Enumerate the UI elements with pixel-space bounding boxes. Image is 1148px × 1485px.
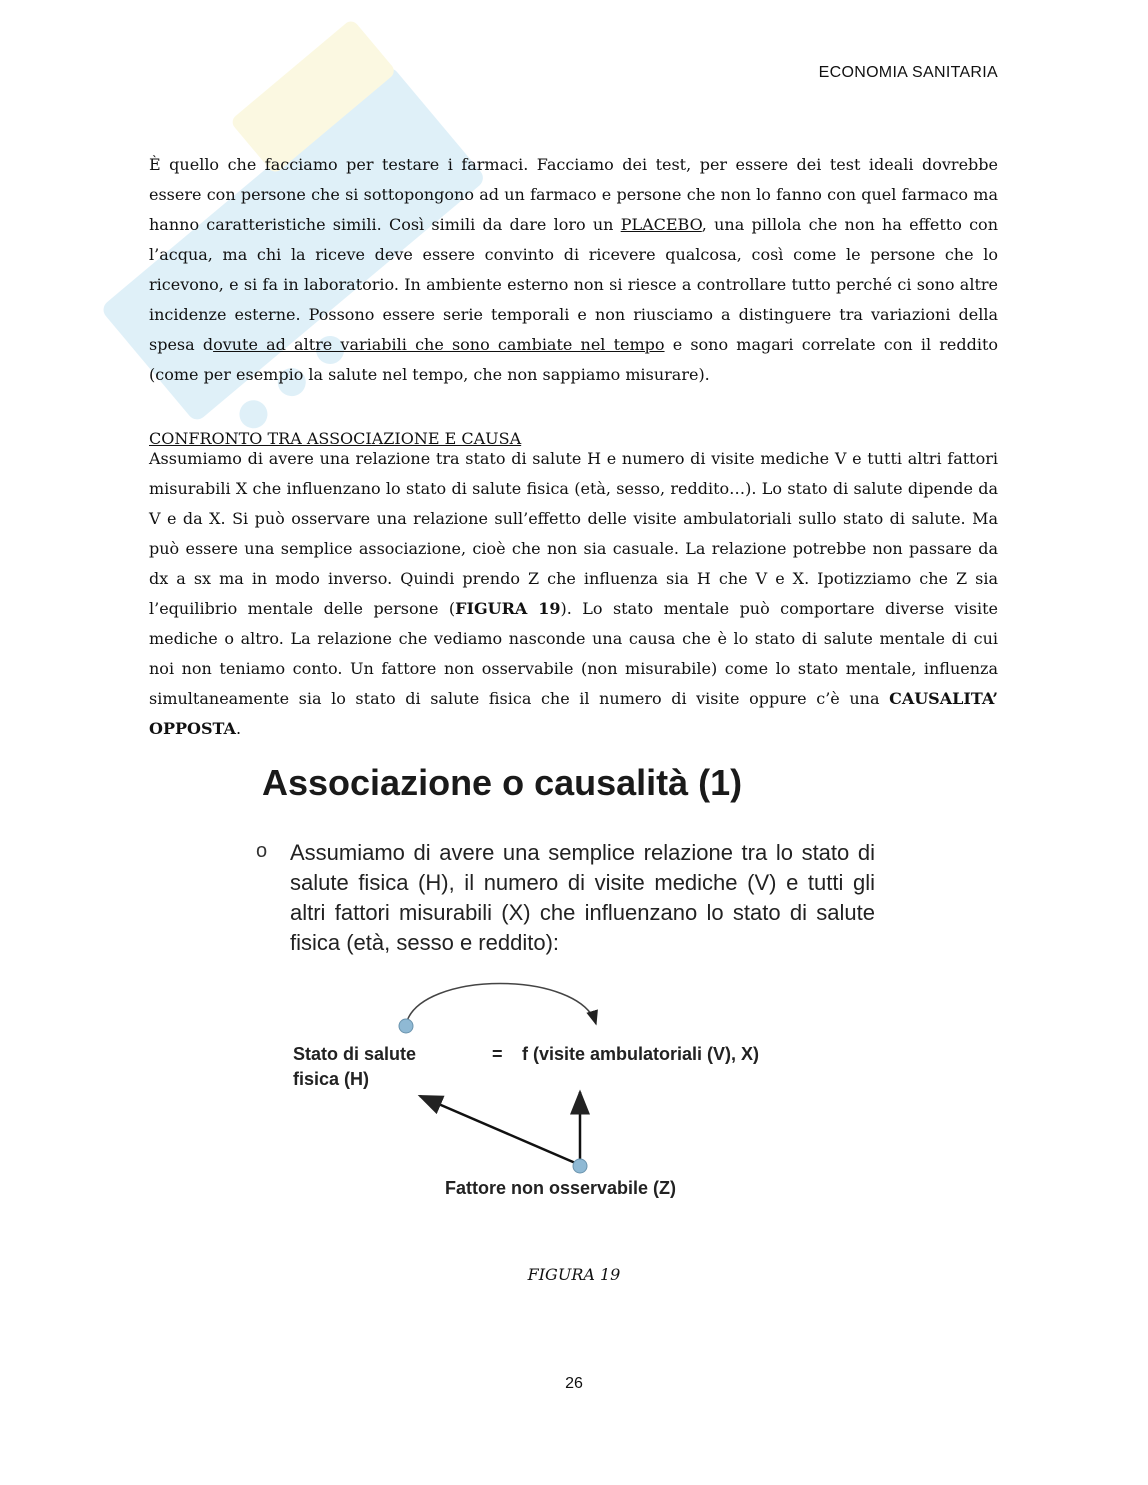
bullet-marker: o [256,840,268,862]
section-title: CONFRONTO TRA ASSOCIAZIONE E CAUSA [149,429,522,448]
node-h [399,1019,413,1033]
node-z [573,1159,587,1173]
page-number: 26 [565,1375,583,1392]
paragraph-placebo: È quello che facciamo per testare i farmaci. Facciamo dei test, per essere dei test ideali dovrebbe essere con persone che si sottopongono ad un farmaco e persone che non lo fanno con quel farmaco ma hanno caratteristiche simili. Così simili da dare loro un PLACEBO, una pillola che non ha effetto con l’acqua, ma chi la riceve deve essere convinto di ricevere qualcosa, così come le persone che lo ricevono, e si fa in laboratorio. In ambiente esterno non si riesce a controllare tutto perché ci sono altre incidenze esterne. Possono essere serie temporali e non riusciamo a distinguere tra variazioni della spesa dovute ad altre variabili che sono cambiate nel tempo e sono magari correlate con il reddito (come per esempio la salute nel tempo, che non sappiamo misurare). [149,155,999,384]
label-function: f (visite ambulatoriali (V), X) [522,1044,760,1064]
label-equals: = [492,1044,503,1064]
label-physical-health: Stato di salute fisica (H) [293,1044,417,1089]
placebo-term: PLACEBO [620,215,702,234]
running-header: ECONOMIA SANITARIA [818,64,998,81]
causal-diagram [280,980,840,1220]
figure-caption: FIGURA 19 [527,1265,621,1284]
curved-arrow [406,984,596,1025]
paragraph-association: Assumiamo di avere una relazione tra stato di salute H e numero di visite mediche V e tutti altri fattori misurabili X che influenzano lo stato di salute fisica (età, sesso, reddito…). Lo stato di salute dipende da V e da X. Si può osservare una relazione sull’effetto delle visite ambulatoriali sullo stato di salute. Ma può essere una semplice associazione, cioè che non sia casuale. La relazione potrebbe non passare da dx a sx ma in modo inverso. Quindi prendo Z che influenza sia H che V e X. Ipotizziamo che Z sia l’equilibrio mentale delle persone (FIGURA 19). Lo stato mentale può comportare diverse visite mediche o altro. La relazione che vediamo nasconde una causa che è lo stato di salute mentale di cui noi non teniamo conto. Un fattore non osservabile (non misurabile) come lo stato mentale, influenza simultaneamente sia lo stato di salute fisica che il numero di visite oppure c’è una CAUSALITA’ OPPOSTA. [149,449,999,738]
figure-title: Associazione o causalità (1) [262,762,743,803]
label-unobservable-factor: Fattore non osservabile (Z) [445,1178,677,1198]
figure-reference: FIGURA 19 [455,599,561,618]
opposite-causality-term: CAUSALITA’ OPPOSTA [149,689,998,738]
underlined-phrase: ovute ad altre variabili che sono cambiate nel tempo [213,335,665,354]
figure-bullet-text: Assumiamo di avere una semplice relazione tra lo stato di salute fisica (H), il numero di visite mediche (V) e tutti gli altri fattori misurabili (X) che influenzano lo stato di salute fisica (età, sesso e reddito): [290,840,875,955]
arrow-z-to-h [420,1096,580,1165]
